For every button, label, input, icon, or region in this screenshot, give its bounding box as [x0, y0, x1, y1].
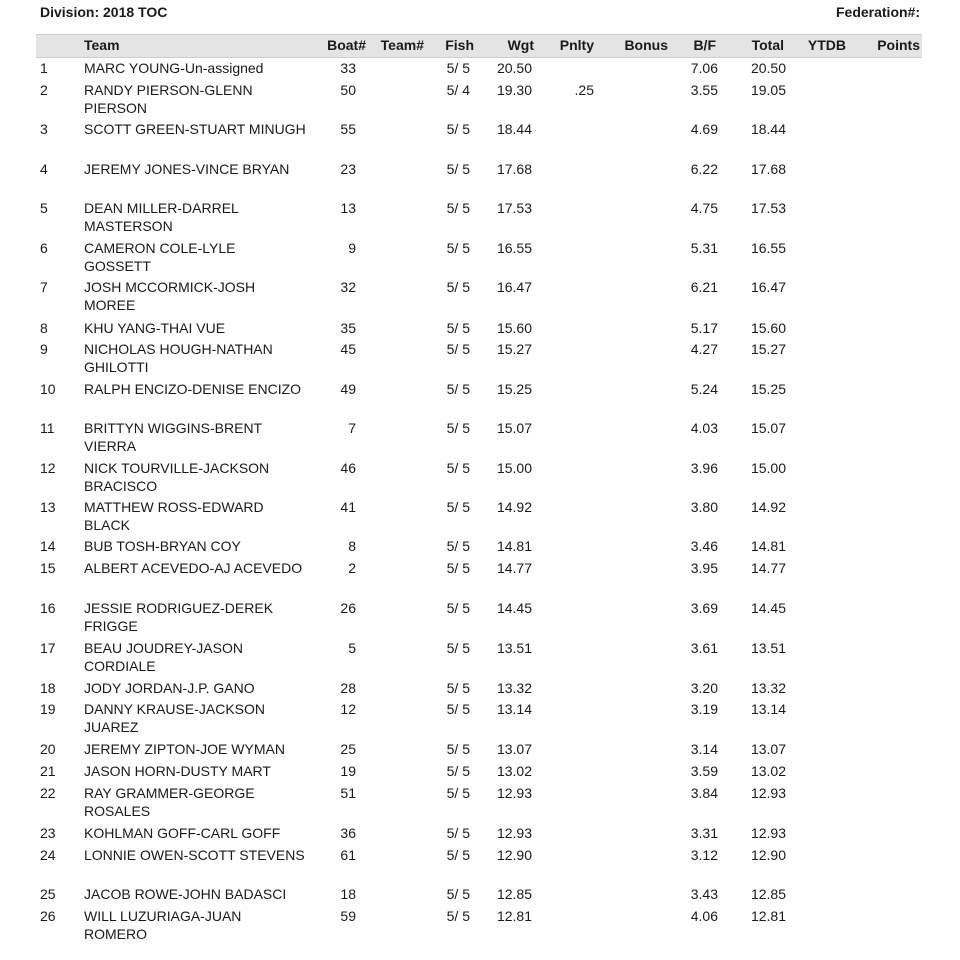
total-cell: 12.93 — [750, 785, 786, 801]
total-cell: 14.45 — [750, 600, 786, 616]
total-cell: 15.25 — [750, 381, 786, 397]
weight-cell: 18.44 — [496, 121, 532, 137]
column-header-team-no: Team# — [380, 37, 424, 53]
table-row — [0, 600, 960, 636]
place-cell: 19 — [40, 701, 56, 717]
table-row — [0, 460, 960, 496]
table-row — [0, 121, 960, 157]
big-fish-cell: 3.20 — [690, 680, 718, 696]
team-cell: KHU YANG-THAI VUE — [84, 320, 226, 336]
big-fish-cell: 3.12 — [690, 847, 718, 863]
fish-cell: 5/ 5 — [446, 499, 470, 515]
team-cell: JOSH MCCORMICK-JOSH MOREE — [84, 279, 256, 313]
place-cell: 11 — [40, 420, 55, 436]
team-cell: RANDY PIERSON-GLENN PIERSON — [84, 82, 253, 116]
fish-cell: 5/ 5 — [446, 538, 470, 554]
total-cell: 13.32 — [750, 680, 786, 696]
team-cell: BUB TOSH-BRYAN COY — [84, 538, 241, 554]
table-row — [0, 161, 960, 197]
team-cell: BEAU JOUDREY-JASON CORDIALE — [84, 640, 243, 674]
boat-cell: 61 — [340, 847, 356, 863]
big-fish-cell: 3.55 — [690, 82, 718, 98]
boat-cell: 50 — [340, 82, 356, 98]
big-fish-cell: 4.75 — [690, 200, 718, 216]
team-cell: JESSIE RODRIGUEZ-DEREK FRIGGE — [84, 600, 274, 634]
team-cell: JODY JORDAN-J.P. GANO — [84, 680, 255, 696]
place-cell: 13 — [40, 499, 56, 515]
total-cell: 13.14 — [750, 701, 786, 717]
column-header-fish: Fish — [445, 37, 474, 53]
place-cell: 23 — [40, 825, 56, 841]
boat-cell: 32 — [340, 279, 356, 295]
table-row — [0, 341, 960, 377]
penalty-cell: .25 — [574, 82, 594, 98]
boat-cell: 2 — [348, 560, 356, 576]
weight-cell: 14.77 — [496, 560, 532, 576]
fish-cell: 5/ 5 — [446, 785, 470, 801]
fish-cell: 5/ 5 — [446, 200, 470, 216]
big-fish-cell: 4.03 — [690, 420, 718, 436]
big-fish-cell: 3.80 — [690, 499, 718, 515]
place-cell: 12 — [40, 460, 56, 476]
team-cell: DANNY KRAUSE-JACKSON JUAREZ — [84, 701, 266, 735]
fish-cell: 5/ 5 — [446, 381, 470, 397]
place-cell: 3 — [40, 121, 48, 137]
boat-cell: 19 — [340, 763, 356, 779]
boat-cell: 7 — [348, 420, 356, 436]
team-cell: NICK TOURVILLE-JACKSON BRACISCO — [84, 460, 270, 494]
total-cell: 14.81 — [750, 538, 786, 554]
place-cell: 21 — [40, 763, 56, 779]
place-cell: 2 — [40, 82, 48, 98]
table-row — [0, 499, 960, 535]
table-row — [0, 200, 960, 236]
fish-cell: 5/ 5 — [446, 763, 470, 779]
big-fish-cell: 7.06 — [690, 60, 718, 76]
fish-cell: 5/ 5 — [446, 279, 470, 295]
weight-cell: 15.00 — [496, 460, 532, 476]
column-header-bf: B/F — [693, 37, 716, 53]
weight-cell: 12.93 — [496, 785, 532, 801]
boat-cell: 45 — [340, 341, 356, 357]
big-fish-cell: 5.24 — [690, 381, 718, 397]
total-cell: 15.60 — [750, 320, 786, 336]
weight-cell: 14.92 — [496, 499, 532, 515]
big-fish-cell: 3.96 — [690, 460, 718, 476]
column-header-ytdb: YTDB — [807, 37, 846, 53]
big-fish-cell: 3.69 — [690, 600, 718, 616]
total-cell: 14.92 — [750, 499, 786, 515]
boat-cell: 23 — [340, 161, 356, 177]
fish-cell: 5/ 5 — [446, 825, 470, 841]
place-cell: 10 — [40, 381, 56, 397]
fish-cell: 5/ 5 — [446, 420, 470, 436]
place-cell: 24 — [40, 847, 56, 863]
weight-cell: 13.51 — [496, 640, 532, 656]
boat-cell: 35 — [340, 320, 356, 336]
place-cell: 1 — [40, 60, 48, 76]
fish-cell: 5/ 5 — [446, 680, 470, 696]
weight-cell: 15.60 — [496, 320, 532, 336]
weight-cell: 16.55 — [496, 240, 532, 256]
big-fish-cell: 3.14 — [690, 741, 718, 757]
total-cell: 14.77 — [750, 560, 786, 576]
fish-cell: 5/ 5 — [446, 741, 470, 757]
total-cell: 13.02 — [750, 763, 786, 779]
total-cell: 13.07 — [750, 741, 786, 757]
weight-cell: 12.81 — [496, 908, 532, 924]
column-header-bonus: Bonus — [624, 37, 668, 53]
weight-cell: 12.90 — [496, 847, 532, 863]
weight-cell: 20.50 — [496, 60, 532, 76]
boat-cell: 49 — [340, 381, 356, 397]
total-cell: 17.53 — [750, 200, 786, 216]
weight-cell: 12.93 — [496, 825, 532, 841]
total-cell: 12.85 — [750, 886, 786, 902]
total-cell: 16.47 — [750, 279, 786, 295]
boat-cell: 36 — [340, 825, 356, 841]
team-cell: RAY GRAMMER-GEORGE ROSALES — [84, 785, 255, 819]
table-row — [0, 82, 960, 118]
big-fish-cell: 3.43 — [690, 886, 718, 902]
fish-cell: 5/ 5 — [446, 60, 470, 76]
big-fish-cell: 4.06 — [690, 908, 718, 924]
total-cell: 19.05 — [750, 82, 786, 98]
column-header-wgt: Wgt — [507, 37, 534, 53]
total-cell: 18.44 — [750, 121, 786, 137]
weight-cell: 13.32 — [496, 680, 532, 696]
fish-cell: 5/ 5 — [446, 640, 470, 656]
big-fish-cell: 4.27 — [690, 341, 718, 357]
fish-cell: 5/ 4 — [446, 82, 470, 98]
table-row — [0, 640, 960, 676]
weight-cell: 15.25 — [496, 381, 532, 397]
weight-cell: 14.45 — [496, 600, 532, 616]
table-row — [0, 701, 960, 737]
boat-cell: 26 — [340, 600, 356, 616]
team-cell: JACOB ROWE-JOHN BADASCI — [84, 886, 287, 902]
table-row — [0, 279, 960, 315]
fish-cell: 5/ 5 — [446, 701, 470, 717]
team-cell: MARC YOUNG-Un-assigned — [84, 60, 264, 76]
weight-cell: 17.53 — [496, 200, 532, 216]
place-cell: 5 — [40, 200, 48, 216]
big-fish-cell: 4.69 — [690, 121, 718, 137]
table-row — [0, 420, 960, 456]
weight-cell: 13.07 — [496, 741, 532, 757]
fish-cell: 5/ 5 — [446, 847, 470, 863]
place-cell: 17 — [40, 640, 56, 656]
boat-cell: 8 — [348, 538, 356, 554]
team-cell: SCOTT GREEN-STUART MINUGH — [84, 121, 306, 137]
big-fish-cell: 6.21 — [690, 279, 718, 295]
fish-cell: 5/ 5 — [446, 908, 470, 924]
big-fish-cell: 3.19 — [690, 701, 718, 717]
place-cell: 15 — [40, 560, 56, 576]
place-cell: 7 — [40, 279, 48, 295]
place-cell: 9 — [40, 341, 48, 357]
boat-cell: 5 — [348, 640, 356, 656]
big-fish-cell: 3.61 — [690, 640, 718, 656]
team-cell: ALBERT ACEVEDO-AJ ACEVEDO — [84, 560, 303, 576]
boat-cell: 46 — [340, 460, 356, 476]
boat-cell: 25 — [340, 741, 356, 757]
fish-cell: 5/ 5 — [446, 161, 470, 177]
place-cell: 14 — [40, 538, 56, 554]
column-header-points: Points — [877, 37, 920, 53]
fish-cell: 5/ 5 — [446, 341, 470, 357]
weight-cell: 13.14 — [496, 701, 532, 717]
total-cell: 16.55 — [750, 240, 786, 256]
place-cell: 8 — [40, 320, 48, 336]
big-fish-cell: 5.17 — [690, 320, 718, 336]
team-cell: JEREMY ZIPTON-JOE WYMAN — [84, 741, 285, 757]
boat-cell: 55 — [340, 121, 356, 137]
team-cell: WILL LUZURIAGA-JUAN ROMERO — [84, 908, 242, 942]
table-row — [0, 560, 960, 596]
boat-cell: 51 — [340, 785, 356, 801]
fish-cell: 5/ 5 — [446, 240, 470, 256]
division-title: Division: 2018 TOC — [40, 4, 168, 20]
column-header-total: Total — [751, 37, 784, 53]
column-header-pnlty: Pnlty — [559, 37, 594, 53]
total-cell: 12.81 — [750, 908, 786, 924]
table-row — [0, 785, 960, 821]
place-cell: 25 — [40, 886, 56, 902]
place-cell: 6 — [40, 240, 48, 256]
team-cell: KOHLMAN GOFF-CARL GOFF — [84, 825, 281, 841]
weight-cell: 13.02 — [496, 763, 532, 779]
weight-cell: 19.30 — [496, 82, 532, 98]
federation-label: Federation#: — [835, 4, 920, 20]
total-cell: 15.00 — [750, 460, 786, 476]
table-row — [0, 240, 960, 276]
place-cell: 20 — [40, 741, 56, 757]
weight-cell: 17.68 — [496, 161, 532, 177]
big-fish-cell: 6.22 — [690, 161, 718, 177]
team-cell: LONNIE OWEN-SCOTT STEVENS — [84, 847, 305, 863]
fish-cell: 5/ 5 — [446, 121, 470, 137]
boat-cell: 59 — [340, 908, 356, 924]
team-cell: JEREMY JONES-VINCE BRYAN — [84, 161, 290, 177]
fish-cell: 5/ 5 — [446, 320, 470, 336]
boat-cell: 41 — [340, 499, 356, 515]
boat-cell: 18 — [340, 886, 356, 902]
big-fish-cell: 3.31 — [690, 825, 718, 841]
total-cell: 15.27 — [750, 341, 786, 357]
team-cell: NICHOLAS HOUGH-NATHAN GHILOTTI — [84, 341, 273, 375]
weight-cell: 15.27 — [496, 341, 532, 357]
total-cell: 12.90 — [750, 847, 786, 863]
boat-cell: 12 — [340, 701, 356, 717]
team-cell: BRITTYN WIGGINS-BRENT VIERRA — [84, 420, 262, 454]
table-row — [0, 381, 960, 417]
big-fish-cell: 3.46 — [690, 538, 718, 554]
total-cell: 15.07 — [750, 420, 786, 436]
fish-cell: 5/ 5 — [446, 886, 470, 902]
big-fish-cell: 5.31 — [690, 240, 718, 256]
fish-cell: 5/ 5 — [446, 460, 470, 476]
boat-cell: 9 — [348, 240, 356, 256]
big-fish-cell: 3.84 — [690, 785, 718, 801]
boat-cell: 13 — [340, 200, 356, 216]
team-cell: RALPH ENCIZO-DENISE ENCIZO — [84, 381, 302, 397]
column-header-team: Team — [84, 37, 120, 53]
team-cell: DEAN MILLER-DARREL MASTERSON — [84, 200, 239, 234]
fish-cell: 5/ 5 — [446, 560, 470, 576]
weight-cell: 14.81 — [496, 538, 532, 554]
total-cell: 12.93 — [750, 825, 786, 841]
boat-cell: 28 — [340, 680, 356, 696]
place-cell: 22 — [40, 785, 56, 801]
big-fish-cell: 3.95 — [690, 560, 718, 576]
total-cell: 13.51 — [750, 640, 786, 656]
total-cell: 20.50 — [750, 60, 786, 76]
table-row — [0, 908, 960, 944]
weight-cell: 12.85 — [496, 886, 532, 902]
column-header-boat: Boat# — [327, 37, 366, 53]
team-cell: CAMERON COLE-LYLE GOSSETT — [84, 240, 236, 274]
big-fish-cell: 3.59 — [690, 763, 718, 779]
table-row — [0, 847, 960, 883]
boat-cell: 33 — [340, 60, 356, 76]
team-cell: JASON HORN-DUSTY MART — [84, 763, 271, 779]
place-cell: 26 — [40, 908, 56, 924]
place-cell: 16 — [40, 600, 56, 616]
weight-cell: 16.47 — [496, 279, 532, 295]
team-cell: MATTHEW ROSS-EDWARD BLACK — [84, 499, 264, 533]
place-cell: 4 — [40, 161, 48, 177]
total-cell: 17.68 — [750, 161, 786, 177]
weight-cell: 15.07 — [496, 420, 532, 436]
fish-cell: 5/ 5 — [446, 600, 470, 616]
place-cell: 18 — [40, 680, 56, 696]
